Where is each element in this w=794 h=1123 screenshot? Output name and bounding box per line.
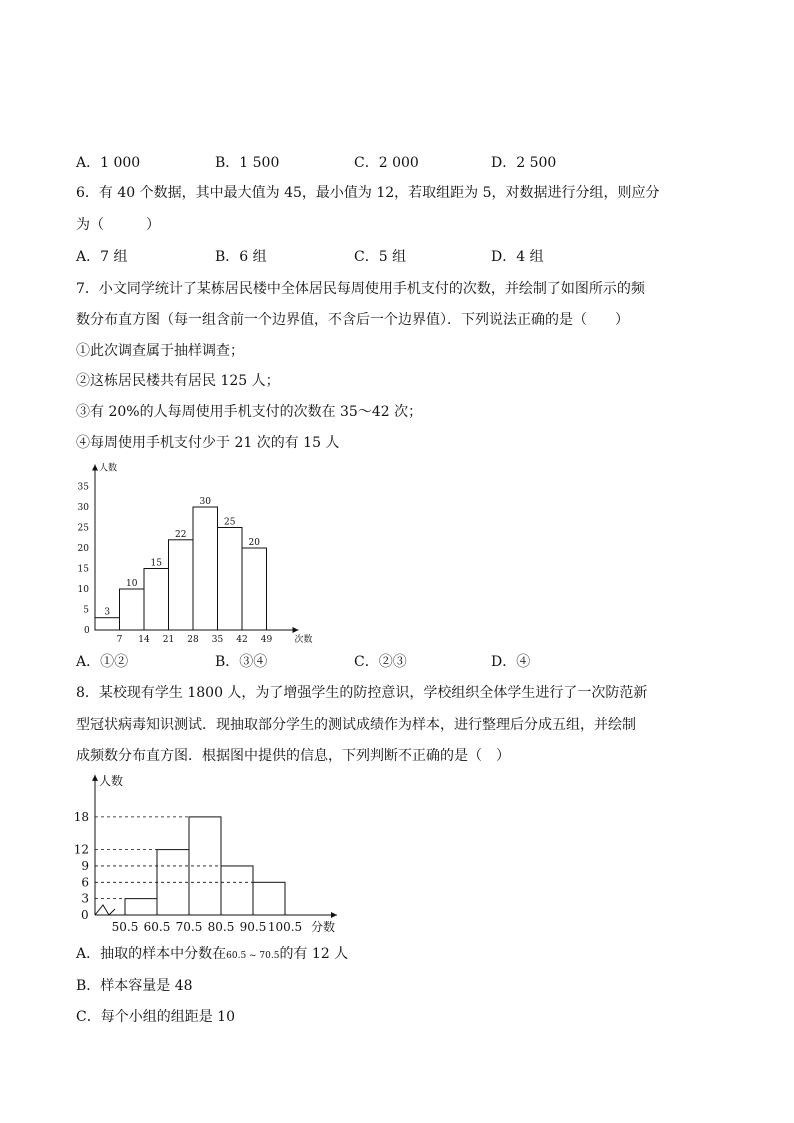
y-tick-label: 35 [77,482,89,493]
q7-option-b: B．③④ [215,654,268,670]
y-axis-arrow [92,775,98,781]
q5-option-b: B．1 500 [215,155,280,171]
y-tick-label: 15 [77,564,89,575]
q7-stem-line2: 数分布直方图（每一组含前一个边界值，不含后一个边界值）．下列说法正确的是（ ） [76,312,629,328]
q8-option-c: C．每个小组的组距是 10 [76,1009,235,1025]
histogram-bar [120,589,145,630]
bar-value-label: 15 [150,558,162,569]
histogram-bar [193,507,218,630]
x-axis-label: 分数 [311,920,336,934]
bar-value-label: 3 [104,607,111,618]
y-tick-label: 25 [77,523,89,534]
q7-statement-4: ④每周使用手机支付少于 21 次的有 15 人 [76,435,340,451]
x-tick-label: 100.5 [267,920,303,934]
x-axis-arrow [331,912,337,918]
x-tick-label: 50.5 [111,920,139,934]
histogram-bar [144,569,169,631]
x-tick-label: 42 [236,635,248,645]
q8-histogram [60,770,360,935]
x-tick-label: 80.5 [207,920,235,934]
q7-statement-3: ③有 20%的人每周使用手机支付的次数在 35～42 次； [76,404,423,420]
x-tick-label: 21 [162,635,175,645]
y-axis-label: 人数 [99,463,118,474]
q7-statement-1: ①此次调查属于抽样调查； [76,343,244,359]
x-tick-label: 90.5 [239,920,267,934]
q7-option-d: D．④ [491,654,531,670]
x-tick-label: 14 [138,635,150,645]
q6-option-a: A．7 组 [76,249,128,265]
q7-option-a: A．①② [76,654,129,670]
q7-histogram [60,455,330,645]
q8-stem-line2: 型冠状病毒知识测试．现抽取部分学生的测试成绩作为样本，进行整理后分成五组，并绘制 [76,717,636,733]
histogram-bar [218,528,243,631]
bar-value-label: 30 [199,497,211,507]
q8-stem-line1: 8．某校现有学生 1800 人，为了增强学生的防控意识，学校组织全体学生进行了一次防范新 [76,685,648,701]
q6-stem-line2: 为（ ） [76,217,160,233]
x-tick-label: 49 [260,635,273,645]
bar-value-label: 10 [126,579,138,589]
q5-option-c: C．2 000 [354,155,419,171]
x-tick-label: 28 [187,635,199,645]
y-tick-label: 5 [83,605,89,616]
q6-stem-line1: 6．有 40 个数据，其中最大值为 45，最小值为 12，若取组距为 5，对数据进行分组，则应分 [76,185,660,201]
y-tick-label: 9 [81,858,89,873]
histogram-bar [125,899,157,915]
x-tick-label: 7 [116,635,123,645]
y-tick-label: 12 [73,842,89,857]
x-axis-arrow [293,627,299,633]
y-tick-label: 3 [81,891,89,906]
y-tick-label: 6 [81,875,89,890]
y-tick-label: 30 [77,503,89,513]
y-tick-label: 18 [73,809,89,824]
q7-statement-2: ②这栋居民楼共有居民 125 人； [76,373,280,389]
y-axis-arrow [92,465,98,471]
x-tick-label: 60.5 [143,920,171,934]
histogram-bar [169,540,194,630]
q8-option-a [76,943,348,963]
q6-option-c: C．5 组 [354,249,407,265]
q8-option-a-post: 的有 12 人 [279,946,349,962]
bar-value-label: 20 [248,538,260,548]
axis-break-zigzag [95,905,115,915]
q5-option-d: D．2 500 [491,155,557,171]
q7-option-c: C．②③ [354,654,407,670]
q6-option-b: B．6 组 [215,249,267,265]
histogram-bar [95,618,120,630]
x-tick-label: 70.5 [175,920,203,934]
histogram-bar [242,548,267,630]
y-axis-label: 人数 [99,773,124,788]
q5-option-a: A．1 000 [76,155,141,171]
y-tick-label: 20 [77,544,89,554]
q8-option-a-range: 60.5 ~ 70.5 [226,951,280,961]
q7-stem-line1: 7．小文同学统计了某栋居民楼中全体居民每周使用手机支付的次数，并绘制了如图所示的频 [76,281,645,297]
origin-label: 0 [81,908,89,922]
histogram-bar [221,866,253,915]
q8-option-a-pre: A．抽取的样本中分数在 [76,946,227,962]
q8-stem-line3: 成频数分布直方图．根据图中提供的信息，下列判断不正确的是（ ） [76,748,510,764]
histogram-bar [253,882,285,915]
bar-value-label: 22 [175,529,187,540]
q8-option-b: B．样本容量是 48 [76,978,193,994]
x-tick-label: 35 [211,635,224,645]
bar-value-label: 25 [224,517,236,528]
x-axis-label: 次数 [294,635,313,645]
origin-label: 0 [84,626,90,636]
q6-option-d: D．4 组 [491,249,544,265]
y-tick-label: 10 [77,585,89,595]
